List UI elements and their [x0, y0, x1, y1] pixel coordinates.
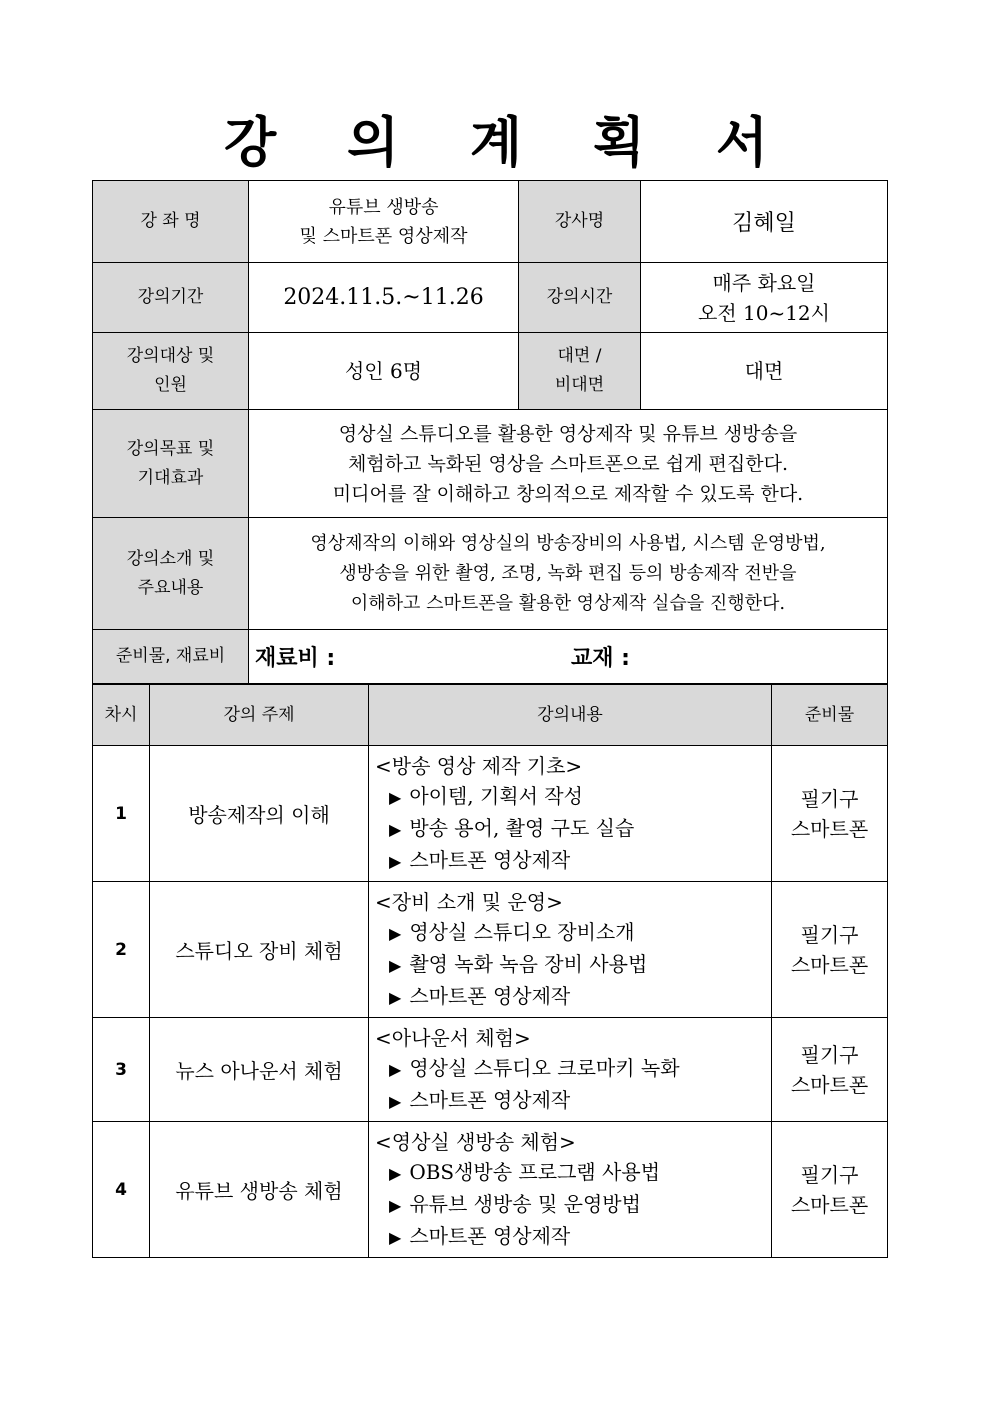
course-name-line: 유튜브 생방송 — [328, 196, 439, 218]
table-row — [93, 746, 888, 882]
time-line: 매주 화요일 — [712, 270, 816, 295]
content-bullet — [375, 845, 771, 877]
triangle-right-icon: ▶ — [389, 1091, 402, 1111]
content-bullet — [375, 1053, 771, 1085]
session-topic: 방송제작의 이해 — [150, 746, 369, 882]
page-title: 강 의 계 획 서 — [223, 111, 795, 174]
bullet-text: 영상실 스튜디오 장비소개 — [409, 919, 635, 944]
bullet-text: OBS생방송 프로그램 사용법 — [409, 1159, 661, 1184]
material-item: 필기구 — [800, 1042, 859, 1067]
content-heading: <장비 소개 및 운영> — [375, 889, 563, 914]
session-materials — [772, 882, 888, 1018]
content-heading: <영상실 생방송 체험> — [375, 1129, 576, 1154]
session-materials — [772, 746, 888, 882]
table-row — [93, 882, 888, 1018]
intro-label-line: 주요내용 — [137, 577, 204, 598]
session-topic: 뉴스 아나운서 체험 — [150, 1018, 369, 1122]
time-value — [641, 263, 888, 333]
col-header-materials: 준비물 — [772, 685, 888, 746]
session-topic: 유튜브 생방송 체험 — [150, 1122, 369, 1258]
session-content — [369, 746, 772, 882]
instructor-value: 김혜일 — [641, 181, 888, 263]
content-bullet — [375, 1189, 771, 1221]
material-item: 스마트폰 — [790, 1192, 869, 1217]
session-topic: 스튜디오 장비 체험 — [150, 882, 369, 1018]
content-bullet — [375, 917, 771, 949]
target-label-line: 강의대상 및 — [126, 346, 215, 366]
bullet-text: 유튜브 생방송 및 운영방법 — [409, 1191, 641, 1216]
col-header-topic: 강의 주제 — [150, 685, 369, 746]
goal-label — [93, 410, 249, 518]
bullet-text: 스마트폰 영상제작 — [409, 1223, 571, 1248]
col-header-session: 차시 — [93, 685, 150, 746]
content-heading: <아나운서 체험> — [375, 1025, 531, 1050]
instructor-label: 강사명 — [519, 181, 641, 263]
mode-label — [519, 333, 641, 410]
session-number: 3 — [93, 1018, 150, 1122]
content-bullet — [375, 981, 771, 1013]
bullet-text: 아이템, 기획서 작성 — [409, 783, 583, 808]
goal-label-line: 강의목표 및 — [126, 438, 215, 459]
triangle-right-icon: ▶ — [389, 1195, 402, 1215]
target-label — [93, 333, 249, 410]
goal-line: 미디어를 잘 이해하고 창의적으로 제작할 수 있도록 한다. — [332, 482, 804, 505]
material-item: 스마트폰 — [790, 816, 869, 841]
triangle-right-icon: ▶ — [389, 987, 402, 1007]
intro-label-line: 강의소개 및 — [126, 548, 215, 569]
session-materials — [772, 1018, 888, 1122]
mode-label-line: 비대면 — [554, 375, 605, 395]
time-line: 오전 10~12시 — [698, 300, 830, 325]
session-number: 4 — [93, 1122, 150, 1258]
course-name-label: 강 좌 명 — [93, 181, 249, 263]
intro-line: 생방송을 위한 촬영, 조명, 녹화 편집 등의 방송제작 전반을 — [339, 562, 797, 584]
bullet-text: 스마트폰 영상제작 — [409, 1087, 571, 1112]
triangle-right-icon: ▶ — [389, 1163, 402, 1183]
goal-line: 체험하고 녹화된 영상을 스마트폰으로 쉽게 편집한다. — [347, 452, 789, 475]
intro-line: 이해하고 스마트폰을 활용한 영상제작 실습을 진행한다. — [350, 592, 786, 614]
bullet-text: 영상실 스튜디오 크로마키 녹화 — [409, 1055, 680, 1080]
schedule-table — [92, 684, 888, 1258]
material-item: 필기구 — [800, 922, 859, 947]
triangle-right-icon: ▶ — [389, 1059, 402, 1079]
triangle-right-icon: ▶ — [389, 787, 402, 807]
table-row — [93, 1122, 888, 1258]
period-label: 강의기간 — [93, 263, 249, 333]
bullet-text: 방송 용어, 촬영 구도 실습 — [409, 815, 635, 840]
session-materials — [772, 1122, 888, 1258]
prep-value — [249, 630, 888, 684]
goal-label-line: 기대효과 — [137, 467, 204, 488]
bullet-text: 스마트폰 영상제작 — [409, 847, 571, 872]
content-bullet — [375, 1157, 771, 1189]
triangle-right-icon: ▶ — [389, 851, 402, 871]
bullet-text: 촬영 녹화 녹음 장비 사용법 — [409, 951, 648, 976]
content-bullet — [375, 781, 771, 813]
triangle-right-icon: ▶ — [389, 819, 402, 839]
bullet-text: 스마트폰 영상제작 — [409, 983, 571, 1008]
goal-line: 영상실 스튜디오를 활용한 영상제작 및 유튜브 생방송을 — [338, 422, 798, 445]
target-value: 성인 6명 — [249, 333, 519, 410]
content-bullet — [375, 813, 771, 845]
target-label-line: 인원 — [154, 375, 187, 395]
session-number: 1 — [93, 746, 150, 882]
triangle-right-icon: ▶ — [389, 923, 402, 943]
material-item: 스마트폰 — [790, 952, 869, 977]
course-name-value — [249, 181, 519, 263]
intro-label — [93, 518, 249, 630]
mode-value: 대면 — [641, 333, 888, 410]
material-item: 필기구 — [800, 1162, 859, 1187]
content-bullet — [375, 949, 771, 981]
time-label: 강의시간 — [519, 263, 641, 333]
session-content — [369, 882, 772, 1018]
content-bullet — [375, 1085, 771, 1117]
course-name-line: 및 스마트폰 영상제작 — [299, 225, 468, 247]
period-value: 2024.11.5.~11.26 — [249, 263, 519, 333]
prep-label: 준비물, 재료비 — [93, 630, 249, 684]
session-number: 2 — [93, 882, 150, 1018]
col-header-content: 강의내용 — [369, 685, 772, 746]
session-content — [369, 1122, 772, 1258]
content-bullet — [375, 1221, 771, 1253]
content-heading: <방송 영상 제작 기초> — [375, 753, 583, 778]
mode-label-line: 대면 / — [557, 346, 602, 366]
triangle-right-icon: ▶ — [389, 1227, 402, 1247]
material-item: 스마트폰 — [790, 1072, 869, 1097]
triangle-right-icon: ▶ — [389, 955, 402, 975]
course-info-table — [92, 180, 888, 684]
material-item: 필기구 — [800, 786, 859, 811]
material-fee: 재료비 : — [255, 646, 336, 671]
table-row — [93, 1018, 888, 1122]
intro-value — [249, 518, 888, 630]
session-content — [369, 1018, 772, 1122]
intro-line: 영상제작의 이해와 영상실의 방송장비의 사용법, 시스템 운영방법, — [310, 532, 826, 554]
textbook: 교재 : — [571, 646, 630, 671]
goal-value — [249, 410, 888, 518]
